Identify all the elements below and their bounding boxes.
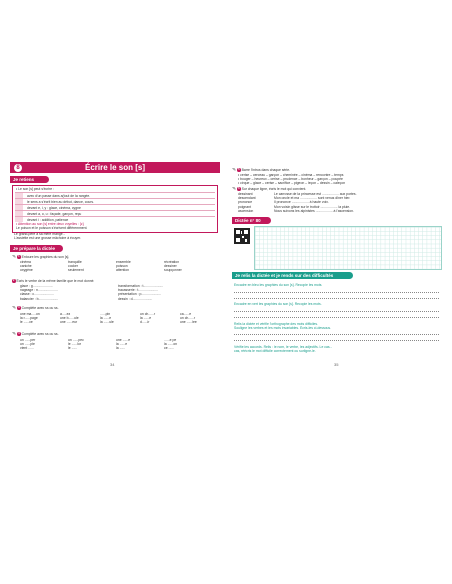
exercise-1-instruction: ✎ 1 Entoure les graphies du son [s]. bbox=[12, 255, 70, 260]
relis-instruction-1: Encadre en bleu les graphies du son [s]. Recopie les mots. bbox=[234, 283, 323, 287]
exercise-number-badge: 1 bbox=[18, 255, 20, 259]
rule-note: Le grand-père a sa mère mangé... bbox=[14, 232, 66, 236]
exercise-5-instruction: ✎ 5 Barre l'intrus dans chaque série. bbox=[232, 168, 291, 173]
rule-note: Le poison et le poisson s'écrivent différemment. bbox=[16, 226, 88, 230]
relis-instruction-6: cas, réécris le mot difficile correctement ou surligne-le. bbox=[234, 349, 316, 353]
rule-note: • Attention au son [s] entre deux voyelles : [z]. bbox=[16, 222, 85, 226]
answer-line[interactable] bbox=[234, 292, 439, 293]
exercise-2-right-column: transformation : t..................... tracasserie : t..................... présentation : p..................... dessin : d..................... bbox=[118, 284, 164, 301]
exercise-1-words: cinéma tranquille ensemble récréation caniche cocker poisson dessiner oxygène seulement attention soupçonner bbox=[20, 260, 182, 273]
pencil-icon: ✎ bbox=[232, 168, 237, 173]
answer-line[interactable] bbox=[234, 317, 439, 318]
exercise-4-rows: un ......per un ......pec une ......e ......e pe un ......ple le ......lor la ......e la ......on vient ...... le ...... la ...... ce ...... bbox=[20, 338, 178, 351]
pencil-icon: ✎ bbox=[12, 255, 17, 260]
prepare-label: Je prépare la dictée bbox=[10, 245, 63, 252]
writing-grid[interactable] bbox=[254, 226, 442, 270]
relis-label: Je relis la dictée et je rends sur des difficultés bbox=[232, 272, 353, 279]
rule-row: devant i : addition, patience bbox=[15, 216, 215, 222]
exercise-4-instruction: ✎ 4 Complète avec ss ou ss. bbox=[12, 332, 59, 337]
page-number: 35 bbox=[334, 362, 339, 367]
rule-row: devant e, i, y : glace, cinéma, cygne bbox=[15, 204, 215, 210]
lesson-title: Écrire le son [s] bbox=[84, 163, 146, 172]
answer-line[interactable] bbox=[234, 298, 439, 299]
exercise-2-instruction: 2 Écris le verbe de la même famille que le mot donné. bbox=[13, 279, 95, 283]
rule-note: L'assiette est une grosse mâchoire à écuyer. bbox=[14, 236, 81, 240]
relis-instruction-2: Encadre en vert les graphies du son [s]. Recopie les mots. bbox=[234, 302, 322, 306]
lesson-number-badge: 8 bbox=[14, 164, 22, 172]
lesson-title-bar bbox=[10, 162, 220, 173]
exercise-6-instruction: ✎ 6 Sur chaque ligne, écris le mot qui convient. bbox=[232, 187, 307, 192]
rule-intro: • Le son [s] peut s'écrire : bbox=[16, 187, 55, 191]
exercise-3-instruction: ✎ 3 Complète avec ss ou ss. bbox=[12, 306, 59, 311]
exercise-2-left-column: glace : g..................... nageage : n..................... classe : c..................... balancier : b..................... bbox=[20, 284, 59, 301]
pencil-icon: ✎ bbox=[12, 332, 17, 337]
rule-row: le sens a s'écrit bien au début, dance, cours. bbox=[15, 198, 215, 204]
relis-instruction-4: Souligne les verbes et les mots invariables. Écris-les ci-dessous. bbox=[234, 326, 332, 330]
qr-code-icon[interactable] bbox=[234, 228, 250, 244]
page-number: 34 bbox=[110, 362, 115, 367]
right-page bbox=[232, 162, 442, 408]
relis-instruction-5: Vérifie les accords. Relis : le nom, le verbe, les adjectifs. Le cas... bbox=[234, 345, 333, 349]
je-retiens-label: Je retiens bbox=[10, 176, 49, 183]
exercise-5-rows: • cerise – cerceau – garçon – cheminée – cinéma – rencontre – temps • bouger – heureux – cerise – prudence – bonheur – garçon – poupée • cirque – glace – cerise – sacrifice – pigeon – leçon – dessin – caleçon bbox=[238, 173, 346, 186]
left-page bbox=[10, 162, 220, 408]
pencil-icon: ✎ bbox=[232, 187, 237, 192]
rule-row: avec d'un passe dans a(tout de Ia rangée. bbox=[15, 192, 215, 198]
answer-line[interactable] bbox=[234, 340, 439, 341]
answer-line[interactable] bbox=[234, 334, 439, 335]
rule-row: devant a, o, u : façade, garçon, reçu bbox=[15, 210, 215, 216]
exercise-6-rows: dessinant Le carrosse de la princesse est .................. aux portes. descendant Mon oncle et ma .................. sont venus dîner hier. prononce Il prononce .................. à haute voix. poignant Mon voisin glisse sur le trottoir .................. la pluie. ascension Nous suivons les alpinistes .................. à l'ascension. bbox=[238, 192, 357, 213]
dictee-label: Dictée n° 80 bbox=[232, 217, 271, 224]
relis-instruction-3: Relis la dictée et vérifie l'orthographe des mots difficiles. bbox=[234, 322, 319, 326]
exercise-3-rows: une ma.....on a.....ez ......pin un ch......r ca......e la r......page une b......ule la ......e la ......e un ch......r le ......ce une ......eur la ......ule d......ir une ......lee bbox=[20, 312, 197, 325]
pencil-icon: ✎ bbox=[12, 306, 17, 311]
answer-line[interactable] bbox=[234, 311, 439, 312]
rule-box bbox=[12, 185, 218, 233]
